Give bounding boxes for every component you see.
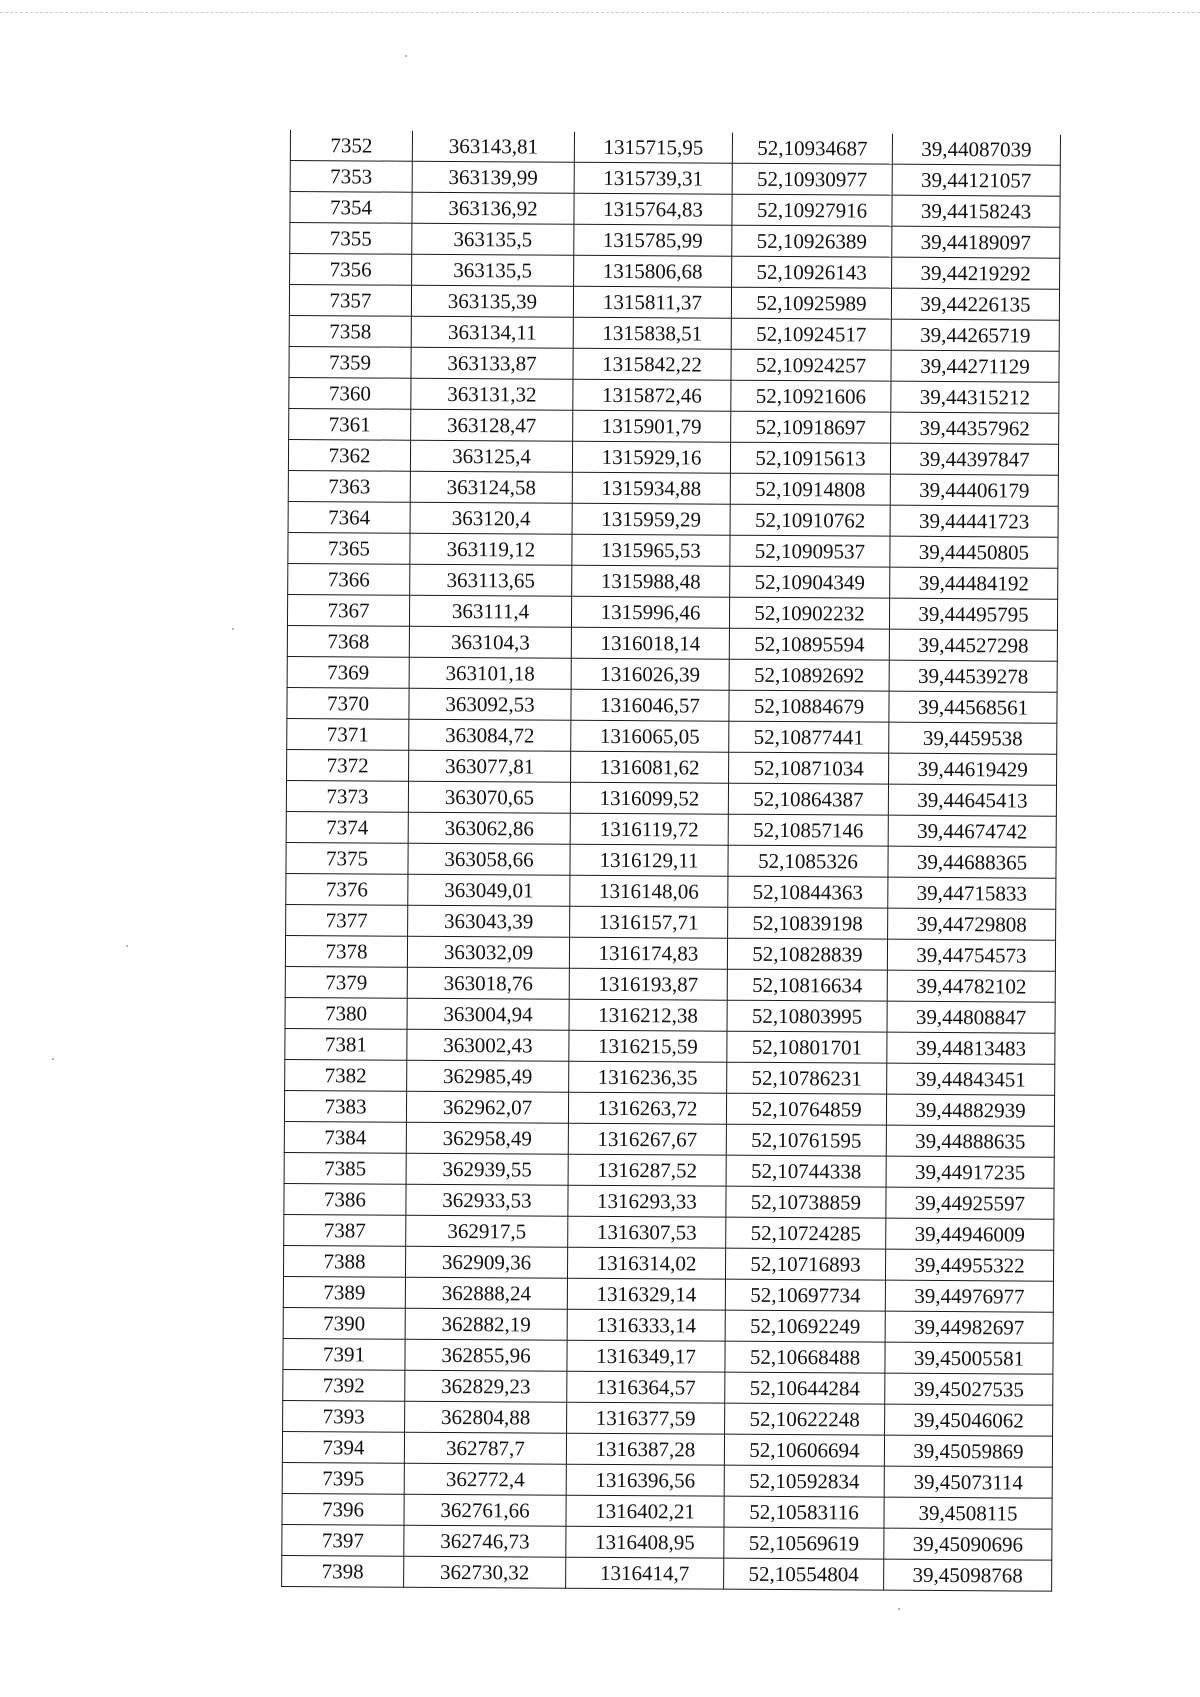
x-coordinate-cell: 363135,5 [412,254,574,286]
y-coordinate-cell: 1316193,87 [569,968,727,1000]
y-coordinate-cell: 1316129,11 [570,844,728,876]
latitude-cell: 52,10884679 [729,690,889,722]
longitude-cell: 39,44674742 [888,815,1056,847]
x-coordinate-cell: 363113,65 [410,564,572,596]
table-row [283,1369,1053,1405]
x-coordinate-cell: 363135,5 [412,223,574,255]
table-row [290,223,1060,259]
point-number-cell: 7373 [286,780,408,812]
point-number-cell: 7396 [282,1493,404,1525]
longitude-cell: 39,44619429 [889,753,1057,785]
longitude-cell: 39,44189097 [892,226,1060,258]
y-coordinate-cell: 1315785,99 [574,224,732,256]
point-number-cell: 7367 [287,594,409,626]
table-row [286,842,1056,878]
coordinates-table-body [282,130,1061,1591]
y-coordinate-cell: 1316065,05 [571,720,729,752]
longitude-cell: 39,44843451 [887,1063,1055,1095]
table-row [283,1307,1053,1343]
table-row [288,470,1058,506]
latitude-cell: 52,10761595 [726,1124,886,1156]
longitude-cell: 39,44955322 [885,1249,1053,1281]
point-number-cell: 7355 [290,223,412,255]
point-number-cell: 7383 [284,1090,406,1122]
table-row [290,254,1060,290]
longitude-cell: 39,44782102 [887,970,1055,1002]
x-coordinate-cell: 362917,5 [406,1215,568,1247]
y-coordinate-cell: 1315842,22 [573,348,731,380]
table-row [289,315,1059,351]
y-coordinate-cell: 1315929,16 [572,441,730,473]
x-coordinate-cell: 363004,94 [407,998,569,1030]
y-coordinate-cell: 1316119,72 [570,813,728,845]
longitude-cell: 39,45090696 [884,1528,1052,1560]
longitude-cell: 39,44917235 [886,1156,1054,1188]
point-number-cell: 7384 [284,1121,406,1153]
longitude-cell: 39,44315212 [891,381,1059,413]
table-row [287,625,1057,661]
x-coordinate-cell: 363049,01 [408,874,570,906]
point-number-cell: 7385 [284,1152,406,1184]
point-number-cell: 7363 [288,470,410,502]
point-number-cell: 7398 [282,1555,404,1587]
point-number-cell: 7390 [283,1307,405,1339]
y-coordinate-cell: 1315959,29 [572,503,730,535]
table-row [284,1121,1054,1157]
y-coordinate-cell: 1316349,17 [567,1340,725,1372]
x-coordinate-cell: 363143,81 [412,131,574,162]
latitude-cell: 52,10895594 [729,628,889,660]
table-row [289,377,1059,413]
x-coordinate-cell: 363131,32 [411,378,573,410]
latitude-cell: 52,10764859 [726,1093,886,1125]
table-row [286,904,1056,940]
table-row [282,1524,1052,1560]
point-number-cell: 7357 [289,285,411,317]
x-coordinate-cell: 363133,87 [411,347,573,379]
latitude-cell: 52,10926143 [732,256,892,288]
latitude-cell: 52,10924257 [731,349,891,381]
x-coordinate-cell: 362787,7 [404,1432,566,1464]
table-row [290,130,1060,165]
x-coordinate-cell: 363104,3 [409,626,571,658]
x-coordinate-cell: 363018,76 [407,967,569,999]
y-coordinate-cell: 1316364,57 [567,1371,725,1403]
table-row [288,439,1058,475]
y-coordinate-cell: 1316215,59 [569,1030,727,1062]
point-number-cell: 7388 [283,1245,405,1277]
latitude-cell: 52,10918697 [731,411,891,443]
latitude-cell: 52,10921606 [731,380,891,412]
point-number-cell: 7381 [285,1028,407,1060]
latitude-cell: 52,10724285 [726,1217,886,1249]
y-coordinate-cell: 1316287,52 [568,1154,726,1186]
x-coordinate-cell: 362772,4 [404,1463,566,1495]
point-number-cell: 7376 [286,873,408,905]
longitude-cell: 39,44226135 [891,288,1059,320]
latitude-cell: 52,10569619 [724,1527,884,1559]
x-coordinate-cell: 363058,66 [408,843,570,875]
latitude-cell: 52,10622248 [725,1403,885,1435]
x-coordinate-cell: 362888,24 [405,1277,567,1309]
latitude-cell: 52,10583116 [724,1496,884,1528]
latitude-cell: 52,10692249 [725,1310,885,1342]
point-number-cell: 7382 [285,1059,407,1091]
longitude-cell: 39,45046062 [885,1404,1053,1436]
point-number-cell: 7364 [288,501,410,533]
scan-speck [232,628,234,630]
point-number-cell: 7379 [285,966,407,998]
longitude-cell: 39,44271129 [891,350,1059,382]
table-row [288,532,1058,568]
table-row [287,718,1057,754]
table-row [286,780,1056,816]
y-coordinate-cell: 1316157,71 [570,906,728,938]
x-coordinate-cell: 363043,39 [408,905,570,937]
latitude-cell: 52,10606694 [724,1434,884,1466]
latitude-cell: 52,10697734 [725,1279,885,1311]
longitude-cell: 39,44450805 [890,536,1058,568]
latitude-cell: 52,10934687 [732,133,892,164]
y-coordinate-cell: 1316212,38 [569,999,727,1031]
y-coordinate-cell: 1315811,37 [573,286,731,318]
table-row [282,1493,1052,1529]
longitude-cell: 39,45073114 [884,1466,1052,1498]
point-number-cell: 7372 [287,749,409,781]
y-coordinate-cell: 1316267,67 [568,1123,726,1155]
point-number-cell: 7359 [289,346,411,378]
y-coordinate-cell: 1316307,53 [568,1216,726,1248]
longitude-cell: 39,45059869 [884,1435,1052,1467]
table-row [290,161,1060,197]
x-coordinate-cell: 363135,39 [411,285,573,317]
point-number-cell: 7353 [290,161,412,193]
x-coordinate-cell: 362939,55 [406,1153,568,1185]
table-row [284,1214,1054,1250]
y-coordinate-cell: 1315715,95 [574,132,732,163]
table-row [284,1152,1054,1188]
y-coordinate-cell: 1315838,51 [573,317,731,349]
longitude-cell: 39,45027535 [885,1373,1053,1405]
latitude-cell: 52,10914808 [730,473,890,505]
y-coordinate-cell: 1316263,72 [568,1092,726,1124]
latitude-cell: 52,10902232 [729,597,889,629]
table-row [283,1276,1053,1312]
point-number-cell: 7361 [289,408,411,440]
table-row [284,1183,1054,1219]
point-number-cell: 7362 [288,439,410,471]
table-row [285,935,1055,971]
table-row [289,408,1059,444]
longitude-cell: 39,45098768 [884,1559,1052,1591]
longitude-cell: 39,44729808 [888,908,1056,940]
point-number-cell: 7375 [286,842,408,874]
y-coordinate-cell: 1316081,62 [571,751,729,783]
table-row [289,285,1059,321]
point-number-cell: 7371 [287,718,409,750]
x-coordinate-cell: 363134,11 [411,316,573,348]
y-coordinate-cell: 1315988,48 [572,565,730,597]
table-row [285,997,1055,1033]
point-number-cell: 7391 [283,1338,405,1370]
y-coordinate-cell: 1316314,02 [567,1247,725,1279]
latitude-cell: 52,1085326 [728,845,888,877]
y-coordinate-cell: 1316148,06 [570,875,728,907]
latitude-cell: 52,10924517 [731,318,891,350]
longitude-cell: 39,44946009 [886,1218,1054,1250]
latitude-cell: 52,10803995 [727,1000,887,1032]
table-row [285,1059,1055,1095]
table-row [287,687,1057,723]
point-number-cell: 7378 [285,935,407,967]
longitude-cell: 39,44715833 [888,877,1056,909]
latitude-cell: 52,10828839 [727,938,887,970]
x-coordinate-cell: 362761,66 [404,1494,566,1526]
latitude-cell: 52,10668488 [725,1341,885,1373]
point-number-cell: 7380 [285,997,407,1029]
x-coordinate-cell: 363124,58 [410,471,572,503]
latitude-cell: 52,10816634 [727,969,887,1001]
y-coordinate-cell: 1316329,14 [567,1278,725,1310]
latitude-cell: 52,10592834 [724,1465,884,1497]
table-row [283,1400,1053,1436]
point-number-cell: 7356 [290,254,412,286]
table-row [285,966,1055,1002]
latitude-cell: 52,10839198 [728,907,888,939]
longitude-cell: 39,44357962 [891,412,1059,444]
longitude-cell: 39,4508115 [884,1497,1052,1529]
longitude-cell: 39,44087039 [892,134,1060,166]
latitude-cell: 52,10926389 [732,225,892,257]
point-number-cell: 7389 [283,1276,405,1308]
y-coordinate-cell: 1316387,28 [566,1433,724,1465]
table-row [285,1028,1055,1064]
point-number-cell: 7369 [287,656,409,688]
point-number-cell: 7393 [283,1400,405,1432]
longitude-cell: 39,44925597 [886,1187,1054,1219]
x-coordinate-cell: 363125,4 [410,440,572,472]
x-coordinate-cell: 362962,07 [406,1091,568,1123]
longitude-cell: 39,44888635 [886,1125,1054,1157]
latitude-cell: 52,10786231 [727,1062,887,1094]
x-coordinate-cell: 362829,23 [405,1370,567,1402]
x-coordinate-cell: 363119,12 [410,533,572,565]
y-coordinate-cell: 1316377,59 [567,1402,725,1434]
x-coordinate-cell: 362958,49 [406,1122,568,1154]
y-coordinate-cell: 1316099,52 [570,782,728,814]
y-coordinate-cell: 1316293,33 [568,1185,726,1217]
longitude-cell: 39,44121057 [892,164,1060,196]
y-coordinate-cell: 1316236,35 [569,1061,727,1093]
latitude-cell: 52,10927916 [732,194,892,226]
y-coordinate-cell: 1315764,83 [574,193,732,225]
y-coordinate-cell: 1315739,31 [574,162,732,194]
table-row [288,563,1058,599]
latitude-cell: 52,10744338 [726,1155,886,1187]
table-row [290,192,1060,228]
point-number-cell: 7395 [282,1462,404,1494]
scan-speck [126,945,128,947]
x-coordinate-cell: 363032,09 [407,936,569,968]
table-row [286,873,1056,909]
x-coordinate-cell: 362804,88 [405,1401,567,1433]
y-coordinate-cell: 1315934,88 [572,472,730,504]
table-row [287,749,1057,785]
longitude-cell: 39,44982697 [885,1311,1053,1343]
scan-top-edge [0,12,1200,13]
x-coordinate-cell: 362882,19 [405,1308,567,1340]
table-row [288,501,1058,537]
y-coordinate-cell: 1316026,39 [571,658,729,690]
table-row [286,811,1056,847]
latitude-cell: 52,10864387 [728,783,888,815]
y-coordinate-cell: 1316414,7 [566,1557,724,1589]
longitude-cell: 39,44539278 [889,660,1057,692]
table-row [282,1431,1052,1467]
y-coordinate-cell: 1315965,53 [572,534,730,566]
table-row [283,1338,1053,1374]
latitude-cell: 52,10904349 [730,566,890,598]
latitude-cell: 52,10892692 [729,659,889,691]
point-number-cell: 7365 [288,532,410,564]
longitude-cell: 39,44495795 [889,598,1057,630]
table-row [282,1555,1052,1591]
longitude-cell: 39,44568561 [889,691,1057,723]
y-coordinate-cell: 1315872,46 [573,379,731,411]
x-coordinate-cell: 362746,73 [404,1525,566,1557]
longitude-cell: 39,44441723 [890,505,1058,537]
x-coordinate-cell: 362730,32 [404,1556,566,1588]
x-coordinate-cell: 363092,53 [409,688,571,720]
scan-speck [898,1608,900,1610]
longitude-cell: 39,44976977 [885,1280,1053,1312]
longitude-cell: 39,44484192 [890,567,1058,599]
latitude-cell: 52,10738859 [726,1186,886,1218]
x-coordinate-cell: 363139,99 [412,161,574,193]
y-coordinate-cell: 1316174,83 [569,937,727,969]
longitude-cell: 39,44882939 [886,1094,1054,1126]
latitude-cell: 52,10844363 [728,876,888,908]
scan-speck [52,1058,54,1060]
x-coordinate-cell: 363070,65 [408,781,570,813]
latitude-cell: 52,10644284 [725,1372,885,1404]
point-number-cell: 7387 [284,1214,406,1246]
x-coordinate-cell: 362909,36 [405,1246,567,1278]
x-coordinate-cell: 363111,4 [409,595,571,627]
y-coordinate-cell: 1316046,57 [571,689,729,721]
x-coordinate-cell: 362855,96 [405,1339,567,1371]
latitude-cell: 52,10877441 [729,721,889,753]
coordinates-sheet [281,130,1060,1592]
point-number-cell: 7377 [286,904,408,936]
longitude-cell: 39,44813483 [887,1032,1055,1064]
longitude-cell: 39,44158243 [892,195,1060,227]
latitude-cell: 52,10716893 [725,1248,885,1280]
point-number-cell: 7394 [282,1431,404,1463]
longitude-cell: 39,44754573 [887,939,1055,971]
latitude-cell: 52,10925989 [731,287,891,319]
longitude-cell: 39,44645413 [888,784,1056,816]
x-coordinate-cell: 362985,49 [407,1060,569,1092]
x-coordinate-cell: 363084,72 [409,719,571,751]
latitude-cell: 52,10909537 [730,535,890,567]
y-coordinate-cell: 1315806,68 [574,255,732,287]
point-number-cell: 7392 [283,1369,405,1401]
latitude-cell: 52,10857146 [728,814,888,846]
coordinates-table [281,130,1061,1592]
x-coordinate-cell: 363077,81 [409,750,571,782]
longitude-cell: 39,44219292 [892,257,1060,289]
x-coordinate-cell: 363002,43 [407,1029,569,1061]
table-row [282,1462,1052,1498]
latitude-cell: 52,10554804 [724,1558,884,1590]
y-coordinate-cell: 1316018,14 [571,627,729,659]
point-number-cell: 7368 [287,625,409,657]
longitude-cell: 39,44527298 [889,629,1057,661]
x-coordinate-cell: 362933,53 [406,1184,568,1216]
x-coordinate-cell: 363062,86 [408,812,570,844]
x-coordinate-cell: 363101,18 [409,657,571,689]
table-row [287,594,1057,630]
latitude-cell: 52,10910762 [730,504,890,536]
y-coordinate-cell: 1315996,46 [571,596,729,628]
table-row [287,656,1057,692]
latitude-cell: 52,10930977 [732,163,892,195]
point-number-cell: 7386 [284,1183,406,1215]
point-number-cell: 7366 [288,563,410,595]
y-coordinate-cell: 1316408,95 [566,1526,724,1558]
point-number-cell: 7358 [289,315,411,347]
y-coordinate-cell: 1316402,21 [566,1495,724,1527]
x-coordinate-cell: 363120,4 [410,502,572,534]
point-number-cell: 7374 [286,811,408,843]
x-coordinate-cell: 363128,47 [411,409,573,441]
latitude-cell: 52,10801701 [727,1031,887,1063]
y-coordinate-cell: 1316396,56 [566,1464,724,1496]
y-coordinate-cell: 1315901,79 [573,410,731,442]
latitude-cell: 52,10871034 [729,752,889,784]
point-number-cell: 7397 [282,1524,404,1556]
point-number-cell: 7352 [290,130,412,161]
x-coordinate-cell: 363136,92 [412,192,574,224]
point-number-cell: 7370 [287,687,409,719]
latitude-cell: 52,10915613 [730,442,890,474]
y-coordinate-cell: 1316333,14 [567,1309,725,1341]
longitude-cell: 39,45005581 [885,1342,1053,1374]
table-row [289,346,1059,382]
longitude-cell: 39,44808847 [887,1001,1055,1033]
longitude-cell: 39,44688365 [888,846,1056,878]
point-number-cell: 7354 [290,192,412,224]
table-row [284,1090,1054,1126]
longitude-cell: 39,44397847 [890,443,1058,475]
scan-speck [405,55,407,57]
longitude-cell: 39,4459538 [889,722,1057,754]
longitude-cell: 39,44265719 [891,319,1059,351]
longitude-cell: 39,44406179 [890,474,1058,506]
point-number-cell: 7360 [289,377,411,409]
table-row [283,1245,1053,1281]
